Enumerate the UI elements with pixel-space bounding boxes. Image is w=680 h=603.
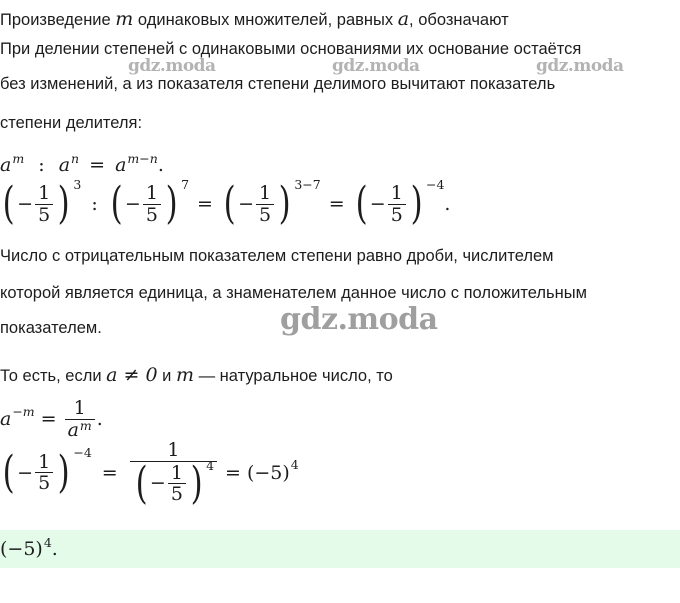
watermark-large: gdz.moda xyxy=(280,302,438,337)
rule-text-1: При делении степеней с одинаковыми основаниями их основание остаётся xyxy=(0,40,582,58)
rule2-text-3: показателем. xyxy=(0,319,102,337)
watermark: gdz.moda xyxy=(332,56,420,76)
division-example: ( − $\frac{1}{5}$ ) 3 : ( − $\frac{1}{5}$ ) 7 = ( − $\frac{1}{5}$ ) 3−7 = ( − $\frac{1}{5}$ ) −4 . xyxy=(2,176,451,229)
negative-exponent-formula: a −m = $\frac{1}{a^m}$ . xyxy=(0,397,103,441)
answer-value: $(-5)^4$. xyxy=(0,535,58,560)
watermark: gdz.moda xyxy=(128,56,216,76)
answer-box xyxy=(0,530,680,568)
rule2-text-1: Число с отрицательным показателем степени равно дроби, числителем xyxy=(0,247,554,265)
intro-line: Произведение m одинаковых множителей, равных a, обозначают xyxy=(0,8,509,30)
division-formula: $a^m$ : $a^n = a^{m-n}$. xyxy=(0,151,164,176)
rule2-text-2: которой является единица, а знаменателем данное число с положительным xyxy=(0,284,587,302)
rule-text-3: степени делителя: xyxy=(0,114,143,132)
rule-text-2: без изменений, а из показателя степени делимого вычитают показатель xyxy=(0,75,556,93)
condition-line: То есть, если a ≠ 0 и m — натуральное число, то xyxy=(0,364,393,386)
negative-exponent-example: ( − $\frac{1}{5}$ ) −4 = 1 ( − $\frac{1}{5}$ ) 4 = (−5) 4 xyxy=(2,439,299,509)
watermark: gdz.moda xyxy=(536,56,624,76)
